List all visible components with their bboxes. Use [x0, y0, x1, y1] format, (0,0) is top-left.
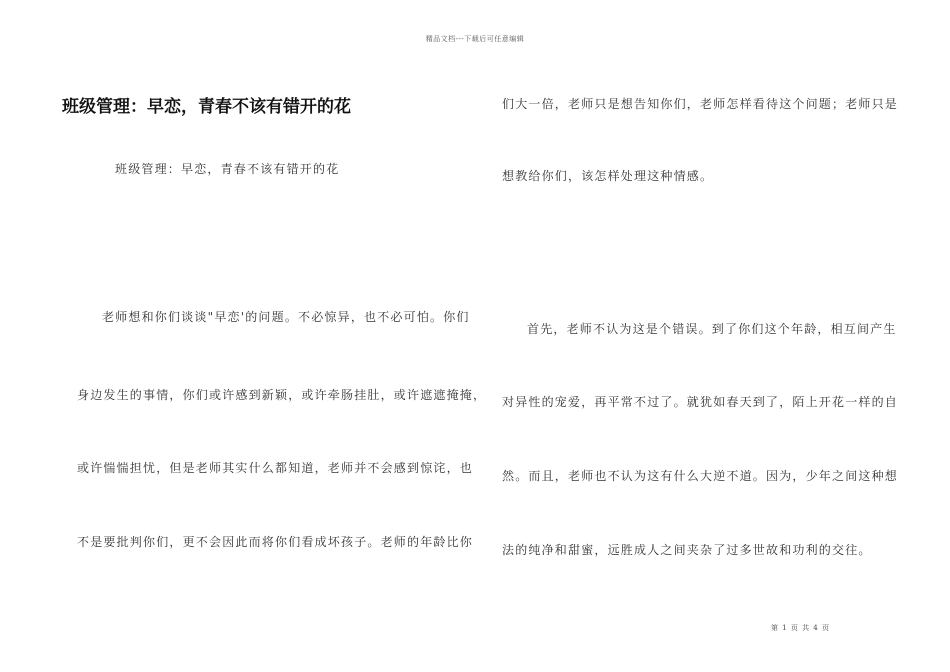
right-paragraph-line-6: 法的纯净和甜蜜，远胜成人之间夹杂了过多世故和功利的交往。	[502, 543, 872, 557]
right-paragraph-line-4: 对异性的宠爱，再平常不过了。就犹如春天到了，陌上开花一样的自	[502, 395, 899, 409]
right-paragraph-line-3: 首先，老师不认为这是个错误。到了你们这个年龄，相互间产生	[527, 322, 897, 336]
header-note: 精品文档---下载后可任意编辑	[425, 35, 525, 43]
page-number: 第 1 页 共 4 页	[770, 624, 830, 632]
left-paragraph-line-3: 或许惴惴担忧，但是老师其实什么都知道，老师并不会感到惊诧，也	[77, 461, 474, 475]
document-subtitle: 班级管理：早恋，青春不该有错开的花	[115, 162, 340, 176]
left-paragraph-line-2: 身边发生的事情，你们或许感到新颖，或许牵肠挂肚，或许遮遮掩掩，	[77, 388, 487, 402]
right-paragraph-line-1: 们大一倍，老师只是想告知你们，老师怎样看待这个问题；老师只是	[502, 97, 899, 111]
right-paragraph-line-2: 想教给你们，该怎样处理这种情感。	[502, 169, 714, 183]
right-paragraph-line-5: 然。而且，老师也不认为这有什么大逆不道。因为，少年之间这种想	[502, 469, 899, 483]
left-paragraph-line-1: 老师想和你们谈谈"早恋'的问题。不必惊异，也不必可怕。你们	[102, 310, 470, 324]
left-paragraph-line-4: 不是要批判你们，更不会因此而将你们看成坏孩子。老师的年龄比你	[77, 535, 474, 549]
document-title: 班级管理：早恋，青春不该有错开的花	[62, 97, 351, 117]
